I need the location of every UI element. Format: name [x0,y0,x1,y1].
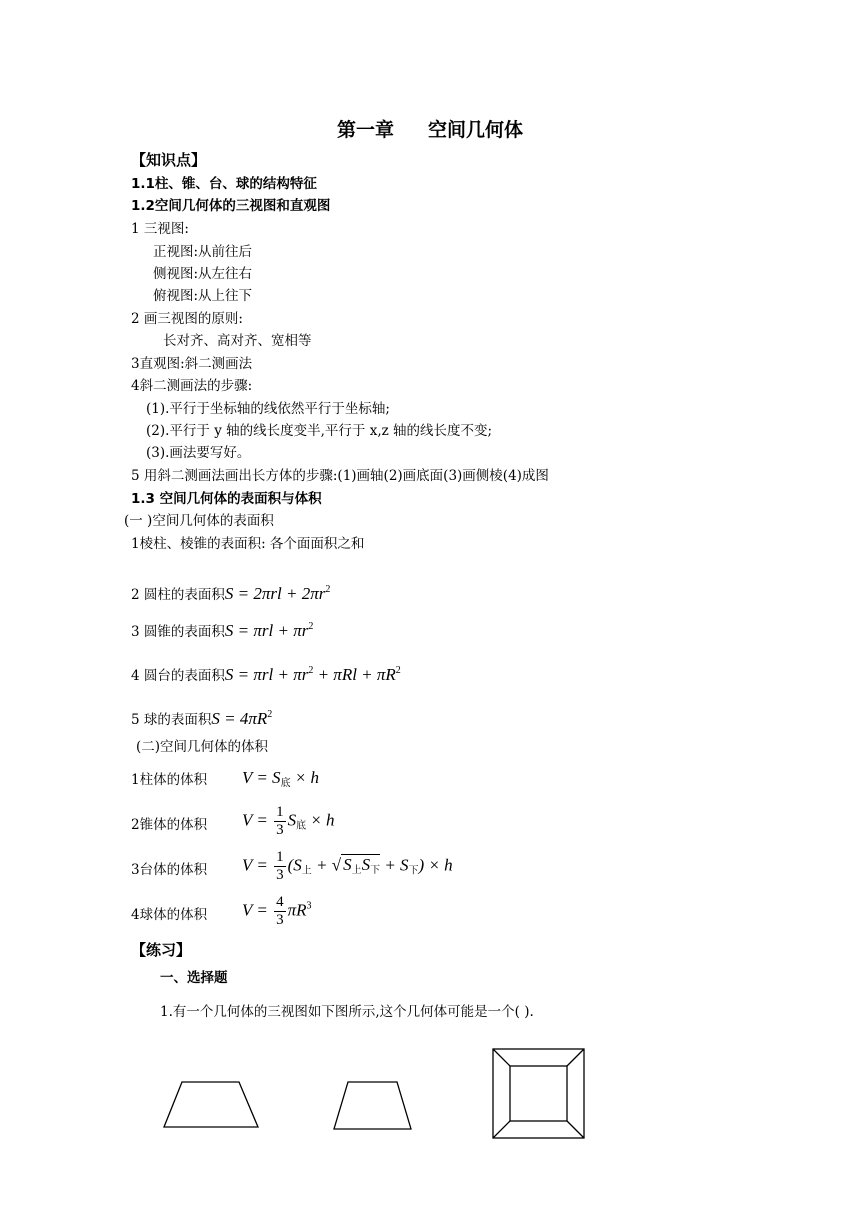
three-views-heading: 1 三视图: [131,221,189,237]
section-1-2: 1.2空间几何体的三视图和直观图 [131,198,331,214]
prism-volume-formula: $V = S_底 \times h$ [242,768,320,789]
cone-volume-label: 2锥体的体积 [131,817,208,833]
cone-area-label: 3 圆锥的表面积 [131,624,225,640]
volume-heading: (二)空间几何体的体积 [136,739,269,755]
cuboid-steps: 5 用斜二测画法画出长方体的步骤:(1)画轴(2)画底面(3)画侧棱(4)成图 [131,468,549,484]
sphere-area-formula: $S = 4\pi R^2$ [211,709,273,728]
frustum-area-formula: $S = \pi rl + \pi r^2 + \pi Rl + \pi R^2$ [224,665,401,684]
step-1: (1).平行于坐标轴的线依然平行于坐标轴; [146,401,390,417]
front-view-text: 正视图:从前往后 [153,244,253,260]
section-1-1: 1.1柱、锥、台、球的结构特征 [131,176,317,192]
question-1: 1.有一个几何体的三视图如下图所示,这个几何体可能是一个( ). [160,1004,534,1020]
section-1-3: 1.3 空间几何体的表面积与体积 [131,491,322,507]
top-view-square [493,1049,584,1138]
sphere-volume-formula: V = $\frac{4}{3}$ $\pi R^3$ [242,894,312,928]
step-3: (3).画法要写好。 [146,445,251,461]
cone-volume-formula: V = $\frac{1}{3}$ $S_底 \times h$ [242,804,335,838]
side-view-trapezoid [334,1082,411,1129]
sphere-area-label: 5 球的表面积 [131,712,212,728]
principle-heading: 2 画三视图的原则: [131,311,243,327]
side-view-text: 侧视图:从左往右 [153,266,253,282]
step-2: (2).平行于 y 轴的线长度变半,平行于 x,z 轴的线长度不变; [146,423,493,439]
oblique-heading: 3直观图:斜二测画法 [131,356,253,372]
prism-area-text: 1棱柱、棱锥的表面积: 各个面面积之和 [131,536,365,552]
knowledge-header: 【知识点】 [131,151,207,169]
cylinder-area-label: 2 圆柱的表面积 [131,587,225,603]
chapter-name: 空间几何体 [428,119,524,141]
choice-section-heading: 一、选择题 [160,970,228,986]
frustum-volume-formula: V = $\frac{1}{3}$ ($S_上$ + √ $S_上S_下 + S_下) \times h$ [242,849,453,883]
chapter-number: 第一章 [336,119,394,141]
principle-text: 长对齐、高对齐、宽相等 [163,333,312,349]
frustum-volume-label: 3台体的体积 [131,862,208,878]
sphere-volume-label: 4球体的体积 [131,907,208,923]
frustum-area-label: 4 圆台的表面积 [131,668,225,684]
cone-area-formula: $S = \pi rl + \pi r^2$ [224,621,314,640]
exercise-header: 【练习】 [131,941,192,959]
surface-area-heading: (一 )空间几何体的表面积 [124,513,274,529]
top-view-text: 俯视图:从上往下 [153,288,253,304]
prism-volume-label: 1柱体的体积 [131,772,208,788]
front-view-trapezoid [164,1082,258,1127]
cylinder-area-formula: $S = 2\pi rl + 2\pi r^2$ [224,584,331,603]
steps-heading: 4斜二测画法的步骤: [131,378,253,394]
